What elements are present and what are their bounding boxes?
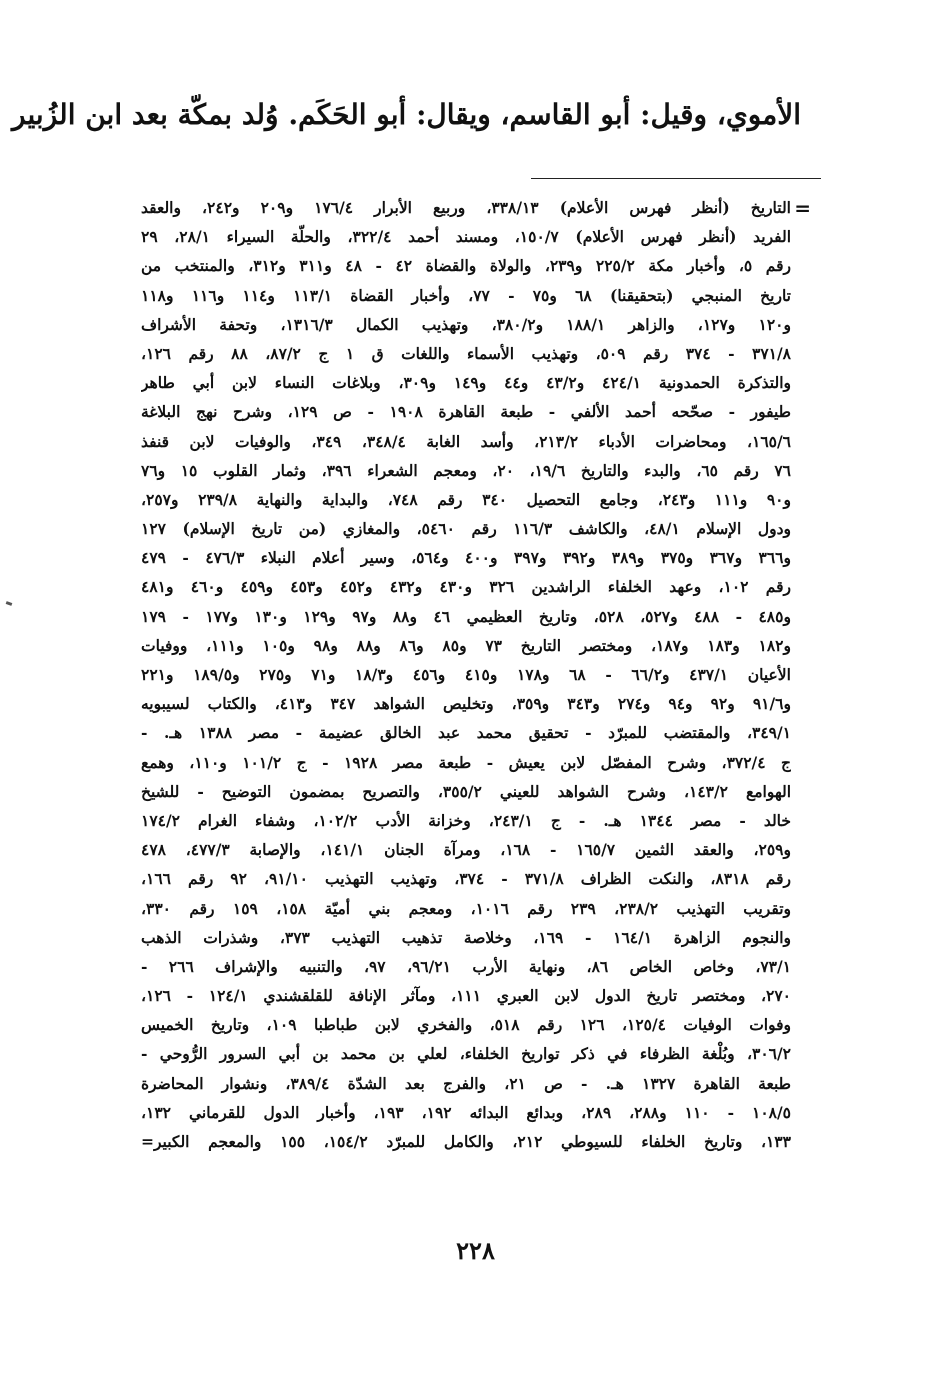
- footnote-line: ٢٧٠، ومختصر تاريخ الدول لابن العبري ١١١، ومآثر الإنافة للقلقشندي ١٢٤/١ - ١٢٦،: [141, 986, 791, 1006]
- footnote-line: الفريد (أنظر فهرس الأعلام) ١٥٠/٧، ومسند أحمد ٣٢٢/٤، والحلّة السيراء ٢٨/١، ٢٩: [141, 227, 791, 247]
- footnote-line: ١٣٣، وتاريخ الخلفاء للسيوطي ٢١٢، والكامل للمبرّد ١٥٤/٢، ١٥٥ والمعجم الكبير=: [141, 1132, 791, 1151]
- footnote-line: رقم ٥، وأخبار مكة ٢٢٥/٢ و٢٣٩، والولاة والقضاة ٤٢ - ٤٨ و٣١١ و٣١٢، والمنتخب من: [141, 256, 791, 276]
- footnote-line: ٣٧١/٨ - ٣٧٤ رقم ٥٠٩، وتهذيب الأسماء واللغات ق ١ ج ٨٧/٢، ٨٨ رقم ١٢٦،: [141, 343, 791, 363]
- footnote-line: ج ٣٧٢/٤، وشرح المفصّل لابن يعيش - طبعة مصر ١٩٢٨ - ج ١٠١/٢ و١١٠، وهمع: [141, 752, 791, 772]
- footnote-line: خالد - مصر ١٣٤٤ هـ. - ج ٢٤٣/١، وخزانة الأدب ١٠٢/٢، وشفاء الغرام ١٧٤/٢: [141, 810, 791, 830]
- footnote-continuation-mark: =: [794, 196, 811, 220]
- footnote-line: ٧٦ رقم ٦٥، والبدء والتاريخ ١٩/٦، ٢٠، ومعجم الشعراء ٣٩٦، وثمار القلوب ١٥ و٧٦: [141, 460, 791, 480]
- footnote-line: ١٦٥/٦، ومحاضرات الأدباء ٢١٣/٢، وأسد الغابة ٣٤٨/٤، ٣٤٩، والوفيات لابن قنفذ: [141, 431, 791, 451]
- footnote-line: والنجوم الزاهرة ١٦٤/١ - ١٦٩، وخلاصة تذهيب التهذيب ٣٧٣، وشذرات الذهب: [141, 927, 791, 947]
- footnote-line: والتذكرة الحمدونية ٤٢٤/١ و٤٣/٢ و٤٤ و١٤٩ و٣٠٩، وبلاغات النساء لابن أبي طاهر: [141, 373, 791, 393]
- footnote-line: وتقريب التهذيب ٢٣٨/٢، ٢٣٩ رقم ١٠١٦، ومعجم بني أميّة ١٥٨، ١٥٩ رقم ٣٣٠،: [141, 898, 791, 918]
- footnote-line: رقم ١٠٢، وعهد الخلفاء الراشدين ٣٢٦ و٤٣٠ و٤٣٢ و٤٥٢ و٤٥٣ و٤٥٩ و٤٦٠ و٤٨١: [141, 577, 791, 597]
- footnote-line: و٩١/٦ و٩٢ و٩٤ و٢٧٤ و٣٤٣ و٣٥٩، وتخليص الشواهد ٣٤٧ و٤١٣، والكتاب لسيبويه: [141, 694, 791, 714]
- main-text-line: الأموي، وقيل: أبو القاسم، ويقال: أبو الحَكَم. وُلد بمكّة بعد ابن الزُبير: [12, 98, 801, 131]
- footnote-line: ٧٣/١، وخاص الخاص ٨٦، ونهاية الأرب ٩٦/٢١، ٩٧، والتنبيه والإشراف ٢٦٦ -: [141, 956, 791, 976]
- footnote-separator: [531, 178, 821, 179]
- footnote-block: [141, 193, 791, 1156]
- footnote-line: طيفور - صحّحه أحمد الألفي - طبعة القاهرة ١٩٠٨ - ص ١٢٩، وشرح نهج البلاغة: [141, 402, 791, 422]
- footnote-line: الأعيان ٤٣٧/١ و٦٦/٢ - ٦٨ و١٧٨ و٤١٥ و٤٥٦ و١٨/٣ و٧١ و٢٧٥ و١٨٩/٥ و٢٢١: [141, 665, 791, 684]
- footnote-line: و٤٨٥ - ٤٨٨ و٥٢٧، ٥٢٨، وتاريخ العظيمي ٤٦ و٨٨ و٩٧ و١٢٩ و١٣٠ و١٧٧ - ١٧٩: [141, 606, 791, 626]
- footnote-line: ١٠٨/٥ - ١١٠ و٢٨٨، ٢٨٩، وبدائع البدائه ١٩٢، ١٩٣، وأخبار الدول للقرماني ١٣٢،: [141, 1102, 791, 1122]
- footnote-line: ٣٠٦/٢، وبُلْغة الظرفاء في ذكر تواريخ الخلفاء، لعلي بن محمد بن أبي السرور الرُّوحي -: [141, 1044, 791, 1064]
- page-number: ٢٢٨: [456, 1236, 495, 1265]
- footnote-line: ودول الإسلام ٤٨/١، والكاشف ١١٦/٣ رقم ٥٤٦٠، والمغازي (من تاريخ الإسلام) ١٢٧: [141, 519, 791, 539]
- footnote-line: و١٨٢ و١٨٣ و١٨٧، ومختصر التاريخ ٧٣ و٨٥ و٨٦ و٨٨ و٩٨ و١٠٥ و١١١، ووفيات: [141, 635, 791, 655]
- footnote-line: الهوامع ١٤٣/٢، وشرح الشواهد للعيني ٣٥٥/٢، والتصريح بمضمون التوضيح - للشيخ: [141, 781, 791, 801]
- footnote-line: ٣٤٩/١، والمقتضب للمبرّد - تحقيق محمد عبد الخالق عضيمة - مصر ١٣٨٨ هـ. -: [141, 723, 791, 743]
- footnote-line: تاريخ المنبجي (بتحقيقنا) ٦٨ و٧٥ - ٧٧، وأخبار القضاة ١١٣/١ و١١٤ و١١٦ و١١٨: [141, 285, 791, 305]
- footnote-line: و٢٥٩، والعقد الثمين ١٦٥/٧ - ١٦٨، ومرآة الجنان ١٤١/١، والإصابة ٤٧٧/٣، ٤٧٨: [141, 840, 791, 860]
- footnote-line: التاريخ (أنظر فهرس الأعلام) ٣٣٨/١٣، وربيع الأبرار ١٧٦/٤ و٢٠٩ و٢٤٢، والعقد: [141, 198, 791, 217]
- footnote-line: رقم ٨٣١٨، والنكت الظراف ٣٧١/٨ - ٣٧٤، وتهذيب التهذيب ٩١/١٠، ٩٢ رقم ١٦٦،: [141, 869, 791, 889]
- footnote-line: و٣٦٦ و٣٦٧ و٣٧٥ و٣٨٩ و٣٩٢ و٣٩٧ و٤٠٠ و٥٦٤، وسير أعلام النبلاء ٤٧٦/٣ - ٤٧٩: [141, 548, 791, 568]
- footnote-line: و١٢٠ و١٢٧، والزاهر ١٨٨/١ و٣٨٠/٢، وتهذيب الكمال ١٣١٦/٣، وتحفة الأشراف: [141, 314, 791, 334]
- footnote-line: وفوات الوفيات ١٢٥/٤، ١٢٦ رقم ٥١٨، والفخري لابن طباطبا ١٠٩، وتاريخ الخميس: [141, 1015, 791, 1035]
- margin-mark: [6, 601, 13, 606]
- footnote-line: و٩٠ و١١١ و٢٤٣، وجامع التحصيل ٣٤٠ رقم ٧٤٨، والبداية والنهاية ٢٣٩/٨ و٢٥٧،: [141, 489, 791, 509]
- footnote-line: طبعة القاهرة ١٣٢٧ هـ. - ص ٢١، والفرج بعد الشدّة ٣٨٩/٤، ونشوار المحاضرة: [141, 1073, 791, 1093]
